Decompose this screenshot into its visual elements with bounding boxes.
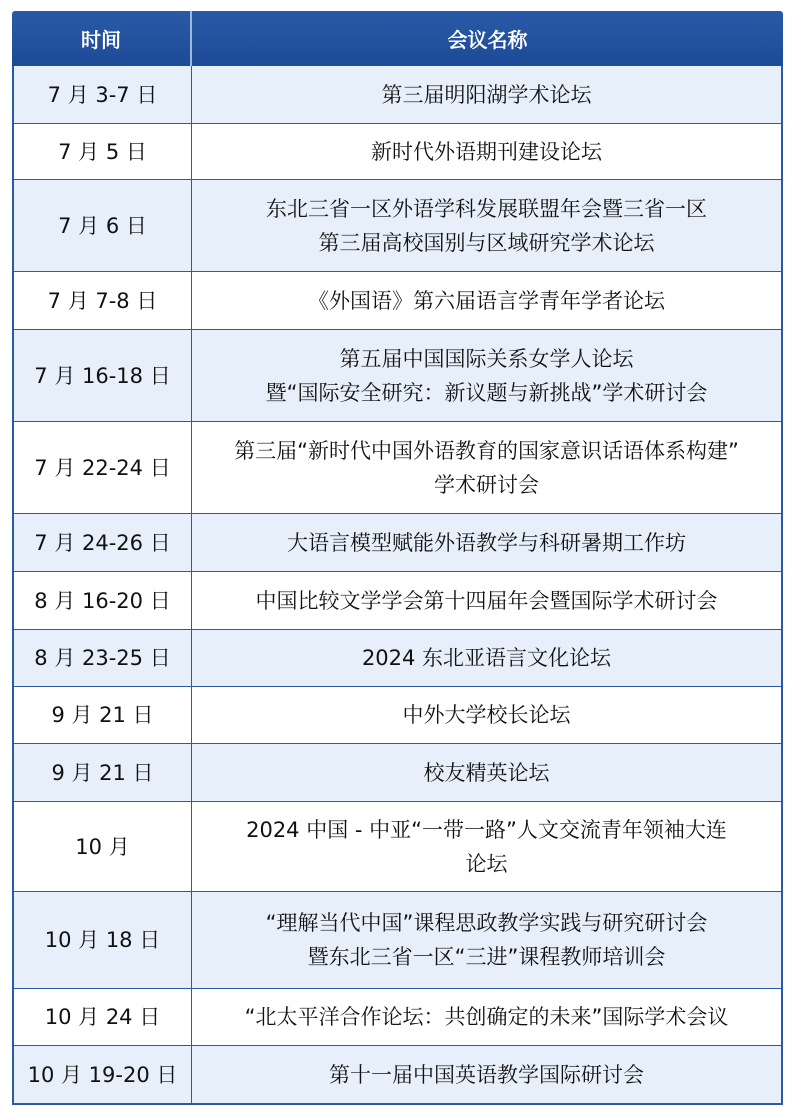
name-line: 第五届中国国际关系女学人论坛 (339, 346, 634, 371)
name-line: 中国比较文学学会第十四届年会暨国际学术研讨会 (255, 588, 718, 613)
name-line: 第三届“新时代中国外语教育的国家意识话语体系构建” (234, 438, 739, 463)
name-cell (192, 124, 781, 179)
name-cell (192, 989, 781, 1045)
name-line: 2024 东北亚语言文化论坛 (361, 646, 612, 670)
name-cell (192, 892, 781, 988)
name-cell (192, 630, 781, 686)
table-row (12, 330, 783, 422)
date-cell: 9 月 21 日 (14, 687, 192, 743)
conference-table (12, 11, 783, 1105)
date-cell: 10 月 18 日 (14, 892, 192, 988)
name-line: 暨“国际安全研究：新议题与新挑战”学术研讨会 (265, 380, 708, 405)
table-row (12, 422, 783, 514)
name-line: 大语言模型赋能外语教学与科研暑期工作坊 (287, 530, 686, 555)
name-cell (192, 422, 781, 513)
name-cell (192, 1046, 781, 1103)
table-row (12, 124, 783, 180)
table-row (12, 989, 783, 1046)
name-cell (192, 687, 781, 743)
table-row (12, 1046, 783, 1105)
name-cell (192, 66, 781, 123)
date-cell: 7 月 22-24 日 (14, 422, 192, 513)
header-name: 会议名称 (447, 28, 528, 52)
name-line: 《外国语》第六届语言学青年学者论坛 (308, 288, 665, 313)
name-line: “理解当代中国”课程思政教学实践与研究研讨会 (265, 911, 708, 935)
name-cell (192, 802, 781, 891)
date-cell: 10 月 24 日 (14, 989, 192, 1045)
table-row (12, 66, 783, 124)
name-line: 2024 中国 - 中亚“一带一路”人文交流青年领袖大连 (246, 817, 727, 842)
table-row (12, 180, 783, 272)
date-cell: 7 月 5 日 (14, 124, 192, 179)
name-line: 新时代外语期刊建设论坛 (371, 139, 602, 164)
name-cell (192, 514, 781, 571)
name-line: 中外大学校长论坛 (402, 703, 571, 727)
name-cell (192, 744, 781, 801)
date-cell: 7 月 3-7 日 (14, 66, 192, 123)
name-cell (192, 180, 781, 271)
header-time: 时间 (12, 11, 192, 66)
name-line: 第十一届中国英语教学国际研讨会 (329, 1062, 644, 1087)
date-cell: 7 月 24-26 日 (14, 514, 192, 571)
date-cell: 9 月 21 日 (14, 744, 192, 801)
name-line: 校友精英论坛 (423, 760, 550, 785)
name-line: 第三届明阳湖学术论坛 (381, 82, 592, 107)
table-row (12, 630, 783, 687)
date-cell: 8 月 23-25 日 (14, 630, 192, 686)
name-cell (192, 330, 781, 421)
table-row (12, 802, 783, 892)
name-cell (192, 572, 781, 629)
table-row (12, 892, 783, 989)
name-line: 东北三省一区外语学科发展联盟年会暨三省一区 (266, 196, 707, 221)
name-line: 第三届高校国别与区域研究学术论坛 (318, 230, 655, 255)
name-cell (192, 272, 781, 329)
table-row (12, 272, 783, 330)
table-row (12, 514, 783, 572)
date-cell: 10 月 19-20 日 (14, 1046, 192, 1103)
name-line: 暨东北三省一区“三进”课程教师培训会 (307, 945, 666, 969)
name-line: 论坛 (465, 851, 508, 876)
date-cell: 10 月 (14, 802, 192, 891)
date-cell: 8 月 16-20 日 (14, 572, 192, 629)
date-cell: 7 月 7-8 日 (14, 272, 192, 329)
name-line: 学术研讨会 (434, 472, 539, 497)
table-row (12, 744, 783, 802)
name-line: “北太平洋合作论坛：共创确定的未来”国际学术会议 (244, 1005, 729, 1029)
date-cell: 7 月 16-18 日 (14, 330, 192, 421)
table-header (12, 11, 783, 66)
table-row (12, 572, 783, 630)
date-cell: 7 月 6 日 (14, 180, 192, 271)
table-row (12, 687, 783, 744)
